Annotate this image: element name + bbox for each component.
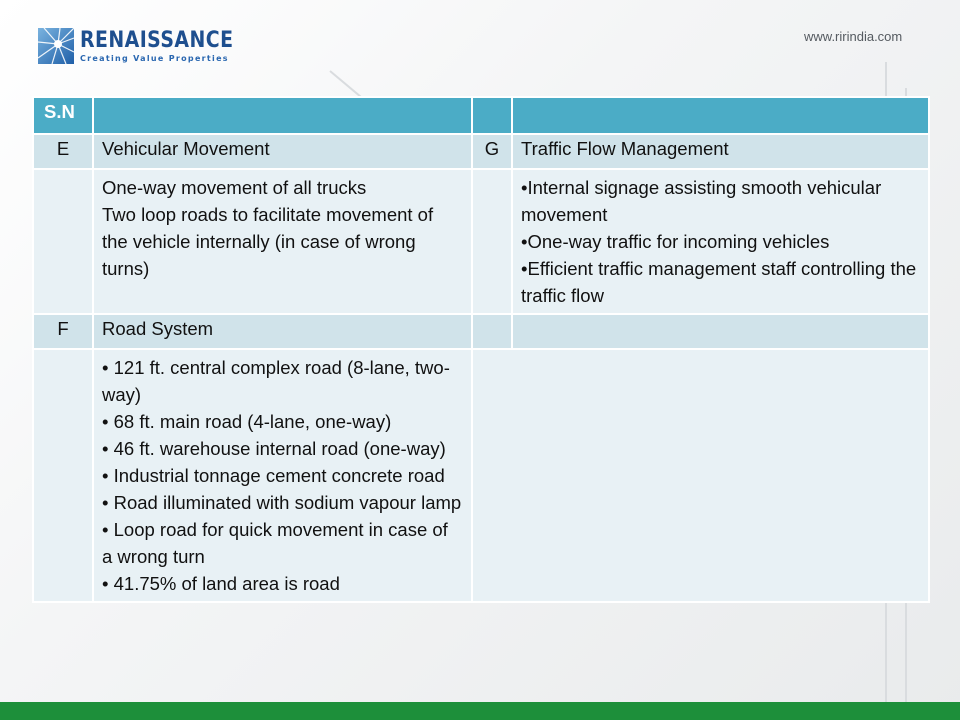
company-logo [38, 28, 258, 64]
empty-cell [512, 314, 929, 349]
list-item: • Road illuminated with sodium vapour lamp [102, 492, 462, 513]
title-vehicular-movement: Vehicular Movement [93, 134, 472, 169]
footer-bar [0, 702, 960, 720]
table-header-row [33, 97, 929, 134]
header-col3 [472, 97, 512, 134]
header-sn: S.N [33, 97, 93, 134]
sn-g: G [472, 134, 512, 169]
features-table [32, 96, 930, 603]
empty-cell [33, 349, 93, 602]
list-item: •One-way traffic for incoming vehicles [521, 231, 830, 252]
details-row-f [33, 349, 929, 602]
empty-cell [472, 169, 512, 314]
section-row-f [33, 314, 929, 349]
list-item: • 121 ft. central complex road (8-lane, two-way) [102, 357, 450, 405]
website-url: www.ririndia.com [804, 29, 903, 44]
empty-cell [472, 314, 512, 349]
vehicular-movement-details [93, 169, 472, 314]
logo-name: RENAISSANCE [80, 27, 234, 53]
list-item: • 68 ft. main road (4-lane, one-way) [102, 411, 392, 432]
starburst-icon [38, 28, 74, 64]
header-col2 [93, 97, 472, 134]
sn-f: F [33, 314, 93, 349]
list-item: One-way movement of all trucks [102, 177, 367, 198]
list-item: • 46 ft. warehouse internal road (one-way) [102, 438, 446, 459]
title-road-system: Road System [93, 314, 472, 349]
list-item: • 41.75% of land area is road [102, 573, 340, 594]
list-item: •Efficient traffic management staff controlling the traffic flow [521, 258, 917, 306]
list-item: • Loop road for quick movement in case of a wrong turn [102, 519, 448, 567]
road-system-details [93, 349, 472, 602]
details-row-e-g [33, 169, 929, 314]
header-col4 [512, 97, 929, 134]
empty-cell [472, 349, 929, 602]
list-item: Two loop roads to facilitate movement of the vehicle internally (in case of wrong turns) [102, 204, 434, 279]
sn-e: E [33, 134, 93, 169]
list-item: • Industrial tonnage cement concrete road [102, 465, 445, 486]
logo-tagline: Creating Value Properties [80, 53, 229, 63]
list-item: •Internal signage assisting smooth vehicular movement [521, 177, 882, 225]
title-traffic-flow: Traffic Flow Management [512, 134, 929, 169]
traffic-flow-details [512, 169, 929, 314]
empty-cell [33, 169, 93, 314]
section-row-e-g [33, 134, 929, 169]
